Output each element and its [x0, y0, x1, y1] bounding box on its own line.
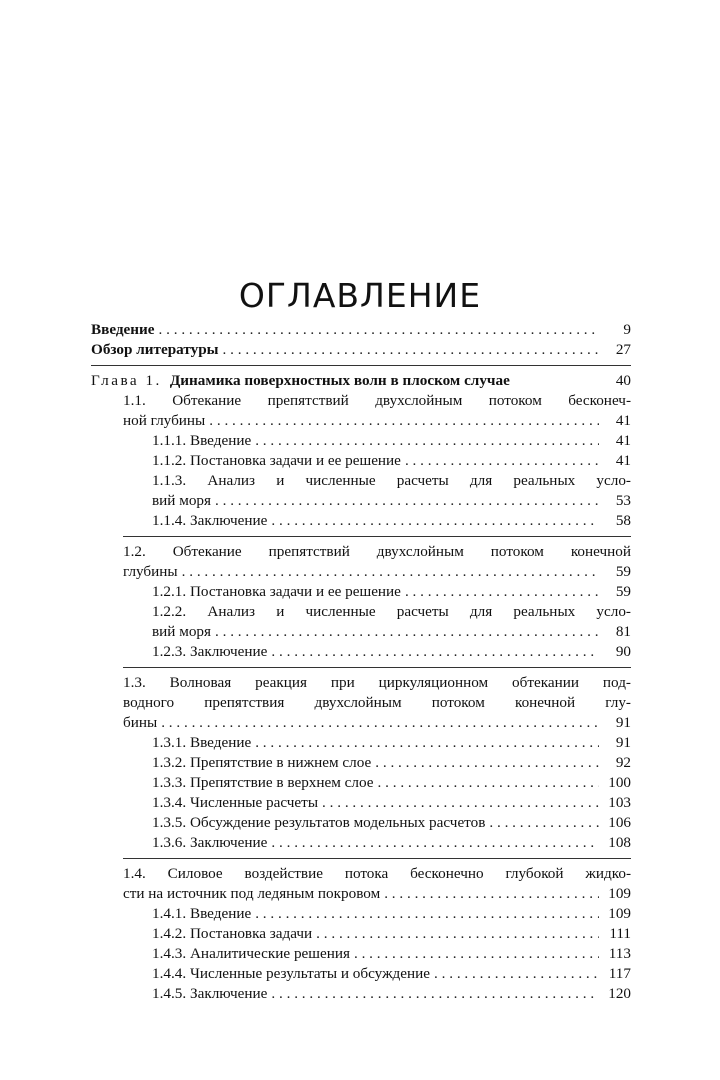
toc-entry-label: 1.1.4. Заключение: [152, 512, 268, 529]
toc-entry-1-1-3[interactable]: [91, 471, 631, 511]
page-number: 103: [608, 794, 631, 811]
page-number: 81: [615, 623, 631, 640]
toc-entry-1-2-1[interactable]: [91, 582, 631, 602]
toc-entry-label: 1.4.5. Заключение: [152, 985, 268, 1002]
leader-dots: [316, 924, 599, 944]
leader-dots: [215, 622, 599, 642]
toc-entry-1-2-2[interactable]: [91, 602, 631, 642]
leader-dots: [255, 431, 599, 451]
leader-dots: [271, 984, 599, 1004]
toc-entry-1-1-2[interactable]: [91, 451, 631, 471]
toc-entry-introduction[interactable]: [91, 320, 631, 340]
divider: [123, 667, 631, 668]
toc-entry-label: 1.1.1. Введение: [152, 432, 252, 449]
toc-entry-label: вий моря: [152, 492, 212, 509]
toc-entry-label: вий моря: [152, 623, 212, 640]
page-number: 59: [615, 563, 631, 580]
page-title: ОГЛАВЛЕНИЕ: [238, 276, 482, 315]
leader-dots: [378, 773, 599, 793]
leader-dots: [271, 642, 599, 662]
page-number: 109: [608, 905, 631, 922]
page-number: 90: [615, 643, 631, 660]
leader-dots: [271, 833, 599, 853]
leader-dots: [271, 511, 599, 531]
leader-dots: [159, 320, 599, 340]
leader-dots: [215, 491, 599, 511]
toc-entry-label: 1.2.1. Постановка задачи и ее решение: [152, 583, 401, 600]
toc-section-1-2[interactable]: [91, 542, 631, 582]
toc-entry-1-1-4[interactable]: [91, 511, 631, 531]
leader-dots: [405, 451, 599, 471]
table-of-contents: [91, 320, 631, 1004]
leader-dots: [161, 713, 599, 733]
toc-entry-1-4-2[interactable]: [91, 924, 631, 944]
toc-entry-1-4-3[interactable]: [91, 944, 631, 964]
toc-entry-label: 1.3.5. Обсуждение результатов модельных расчетов: [152, 814, 486, 831]
toc-entry-1-3-1[interactable]: [91, 733, 631, 753]
toc-section-1-1[interactable]: [91, 391, 631, 431]
toc-entry-label-line: 1.3. Волновая реакция при циркуляционном обтекании под-: [123, 674, 631, 691]
leader-dots: [434, 964, 599, 984]
page-number: 120: [608, 985, 631, 1002]
toc-entry-1-4-1[interactable]: [91, 904, 631, 924]
page-number: 41: [615, 432, 631, 449]
divider: [91, 365, 631, 366]
toc-entry-label: 1.4.4. Численные результаты и обсуждение: [152, 965, 431, 982]
toc-entry-label: глубины: [123, 563, 178, 580]
toc-entry-label: 1.3.4. Численные расчеты: [152, 794, 319, 811]
toc-entry-literature-review[interactable]: [91, 340, 631, 360]
toc-entry-1-3-2[interactable]: [91, 753, 631, 773]
divider: [123, 536, 631, 537]
leader-dots: [384, 884, 599, 904]
page-number: 41: [615, 452, 631, 469]
toc-entry-line: [91, 884, 631, 904]
toc-entry-1-4-5[interactable]: [91, 984, 631, 1004]
toc-entry-label: ной глубины: [123, 412, 206, 429]
toc-entry-1-3-5[interactable]: [91, 813, 631, 833]
leader-dots: [223, 340, 599, 360]
page-number: 108: [608, 834, 631, 851]
page-number: 59: [615, 583, 631, 600]
page-number: 91: [615, 714, 631, 731]
toc-entry-1-4-4[interactable]: [91, 964, 631, 984]
page-number: 41: [615, 412, 631, 429]
leader-dots: [322, 793, 599, 813]
leader-dots: [255, 904, 599, 924]
toc-entry-label: 1.3.6. Заключение: [152, 834, 268, 851]
toc-entry-1-1-1[interactable]: [91, 431, 631, 451]
divider: [123, 858, 631, 859]
page-number: 109: [608, 885, 631, 902]
toc-entry-label-line: 1.1.3. Анализ и численные расчеты для реальных усло-: [152, 472, 631, 489]
page-number: 9: [623, 321, 631, 338]
toc-section-1-4[interactable]: [91, 864, 631, 904]
toc-entry-label: 1.1.2. Постановка задачи и ее решение: [152, 452, 401, 469]
toc-entry-label: Введение: [91, 321, 155, 338]
toc-entry-line: [91, 411, 631, 431]
toc-entry-line: [91, 622, 631, 642]
toc-entry-label-line: 1.4. Силовое воздействие потока бесконечно глубокой жидко-: [123, 865, 631, 882]
toc-entry-label: 1.3.2. Препятствие в нижнем слое: [152, 754, 372, 771]
chapter-label: Глава 1.: [91, 372, 162, 389]
toc-entry-1-3-3[interactable]: [91, 773, 631, 793]
toc-entry-1-3-4[interactable]: [91, 793, 631, 813]
toc-entry-1-3-6[interactable]: [91, 833, 631, 853]
toc-entry-label: [91, 371, 510, 391]
toc-entry-label: 1.4.1. Введение: [152, 905, 252, 922]
toc-entry-label: Обзор литературы: [91, 341, 219, 358]
leader-dots: [405, 582, 599, 602]
page-number: 40: [615, 372, 631, 389]
leader-dots: [375, 753, 599, 773]
page-number: 27: [615, 341, 631, 358]
chapter-title: Динамика поверхностных волн в плоском случае: [169, 372, 510, 389]
page-number: 53: [615, 492, 631, 509]
toc-entry-label: 1.2.3. Заключение: [152, 643, 268, 660]
toc-entry-label-line: 1.2. Обтекание препятствий двухслойным потоком конечной: [123, 543, 631, 560]
toc-entry-label: 1.4.3. Аналитические решения: [152, 945, 350, 962]
toc-section-1-3[interactable]: [91, 673, 631, 733]
toc-entry-label-line: водного препятствия двухслойным потоком конечной глу-: [123, 694, 631, 711]
toc-entry-line: [91, 562, 631, 582]
leader-dots: [209, 411, 599, 431]
leader-dots: [182, 562, 599, 582]
page-number: 106: [608, 814, 631, 831]
toc-entry-chapter-1[interactable]: [91, 371, 631, 391]
page-number: 58: [615, 512, 631, 529]
toc-entry-label-line: 1.2.2. Анализ и численные расчеты для реальных усло-: [152, 603, 631, 620]
toc-entry-label: бины: [123, 714, 158, 731]
leader-dots: [489, 813, 599, 833]
leader-dots: [354, 944, 599, 964]
leader-dots: [255, 733, 599, 753]
toc-entry-label-line: 1.1. Обтекание препятствий двухслойным потоком бесконеч-: [123, 392, 631, 409]
toc-entry-label: 1.4.2. Постановка задачи: [152, 925, 313, 942]
page-number: 113: [608, 945, 631, 962]
toc-entry-line: [91, 491, 631, 511]
page-number: 117: [608, 965, 631, 982]
toc-entry-label: 1.3.1. Введение: [152, 734, 252, 751]
page-number: 91: [615, 734, 631, 751]
page-number: 92: [615, 754, 631, 771]
toc-entry-line: [91, 713, 631, 733]
toc-entry-label: сти на источник под ледяным покровом: [123, 885, 381, 902]
page-number: 111: [609, 925, 631, 942]
toc-entry-label: 1.3.3. Препятствие в верхнем слое: [152, 774, 374, 791]
toc-entry-1-2-3[interactable]: [91, 642, 631, 662]
page-number: 100: [608, 774, 631, 791]
